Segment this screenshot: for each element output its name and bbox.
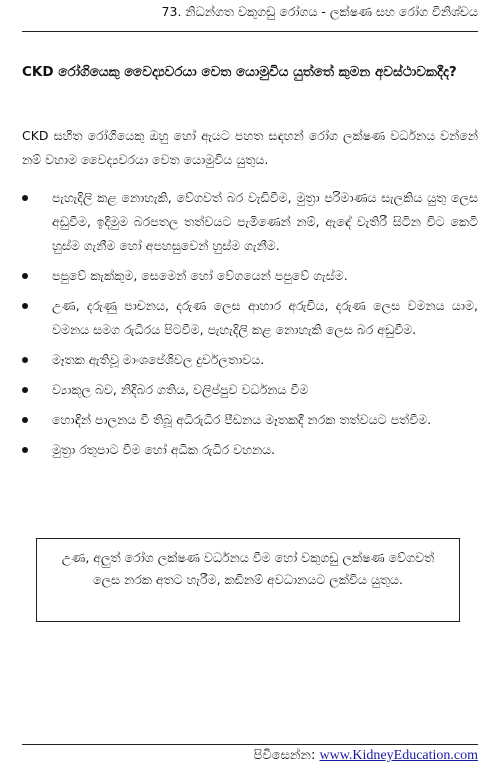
bullet-icon bbox=[22, 387, 28, 393]
bullet-icon bbox=[22, 303, 28, 309]
bullet-icon bbox=[22, 357, 28, 363]
list-item-text: උණ, දරුණු පාචනය, දරුණ ලෙස ආහාර අරුචිය, දරුණ ලෙස වමනය යාම, වමනය සමග රුධිරය පිටවීම, පැහැදිලි කළ නොහැකි ලෙස බර අඩුවීම. bbox=[52, 298, 478, 337]
bullet-icon bbox=[22, 417, 28, 423]
list-item-text: පැහැදිලි කළ නොහැකි, වේගවත් බර වැඩිවීම, මුත්‍රා පරිමාණය සැලකිය යුතු ලෙස අඩුවීම, ඉදිමුම බරපතල තත්වයට පැමිණෙන් නම්, ඇඳේ වැතිරී සිටින විට කෙටි හුස්ම ගැනීම හෝ අපහසුවෙන් හුස්ම ගැනීම. bbox=[52, 190, 478, 253]
intro-paragraph: CKD සහිත රෝගියෙකු ඔහු හෝ ඇයට පහත සඳහන් රෝග ලක්ෂණ වර්ධනය වන්නේ නම් වහාම වෛද්‍යවරයා වෙත යොමුවිය යුතුය. bbox=[22, 128, 478, 167]
footer-label: පිවිසෙන්න: bbox=[253, 748, 320, 763]
chapter-title: 73. නිධන්ගත වකුගඩු රෝගය - ලක්ෂණ සහ රෝග විනිශ්චය bbox=[161, 4, 478, 19]
list-item-text: පපුවේ කැක්කුම, සෙමෙන් හෝ වේගයෙන් පපුවේ ගැස්ම. bbox=[52, 268, 348, 283]
list-item bbox=[22, 438, 478, 462]
bullet-icon bbox=[22, 447, 28, 453]
list-item bbox=[22, 264, 478, 288]
list-item bbox=[22, 348, 478, 372]
footer-divider bbox=[22, 744, 478, 745]
note-text: උණ, අලුත් රෝග ලක්ෂණ වර්ධනය වීම හෝ වකුගඩු ලක්ෂණ වේගවත් ලෙස නරක අතට හැරීම, කඩිනම් අවධානයට ලක්විය යුතුය. bbox=[61, 550, 435, 587]
list-item-text: හොඳින් පාලනය වී තිබූ අධිරුධිර පීඩනය මෑතකදී නරක තත්වයට පත්වීම. bbox=[52, 412, 432, 427]
list-item bbox=[22, 378, 478, 402]
page-footer bbox=[254, 748, 478, 764]
list-item-text: මුත්‍රා රතුපාට වීම හෝ අධික රුධිර වහනය. bbox=[52, 442, 276, 457]
bullet-icon bbox=[22, 195, 28, 201]
list-item-text: ව්‍යාකූල බව, නිදිබර ගතිය, වලිප්පුව වර්ධනය වීම bbox=[52, 382, 309, 397]
list-item bbox=[22, 408, 478, 432]
list-item bbox=[22, 186, 478, 258]
header-divider bbox=[22, 31, 478, 32]
page-header bbox=[0, 0, 500, 30]
symptom-list bbox=[22, 186, 478, 468]
list-item bbox=[22, 294, 478, 342]
section-heading: CKD රෝගියෙකු වෛද්‍යවරයා වෙත යොමුවිය යුත්තේ කුමන අවස්ථාවකදීද? bbox=[22, 64, 457, 80]
website-link[interactable]: www.KidneyEducation.com bbox=[319, 748, 478, 763]
note-box bbox=[36, 538, 460, 622]
list-item-text: මෑතක ඇතිවූ මාංශපේශිවල දුර්වලතාවය. bbox=[52, 352, 265, 367]
bullet-icon bbox=[22, 273, 28, 279]
